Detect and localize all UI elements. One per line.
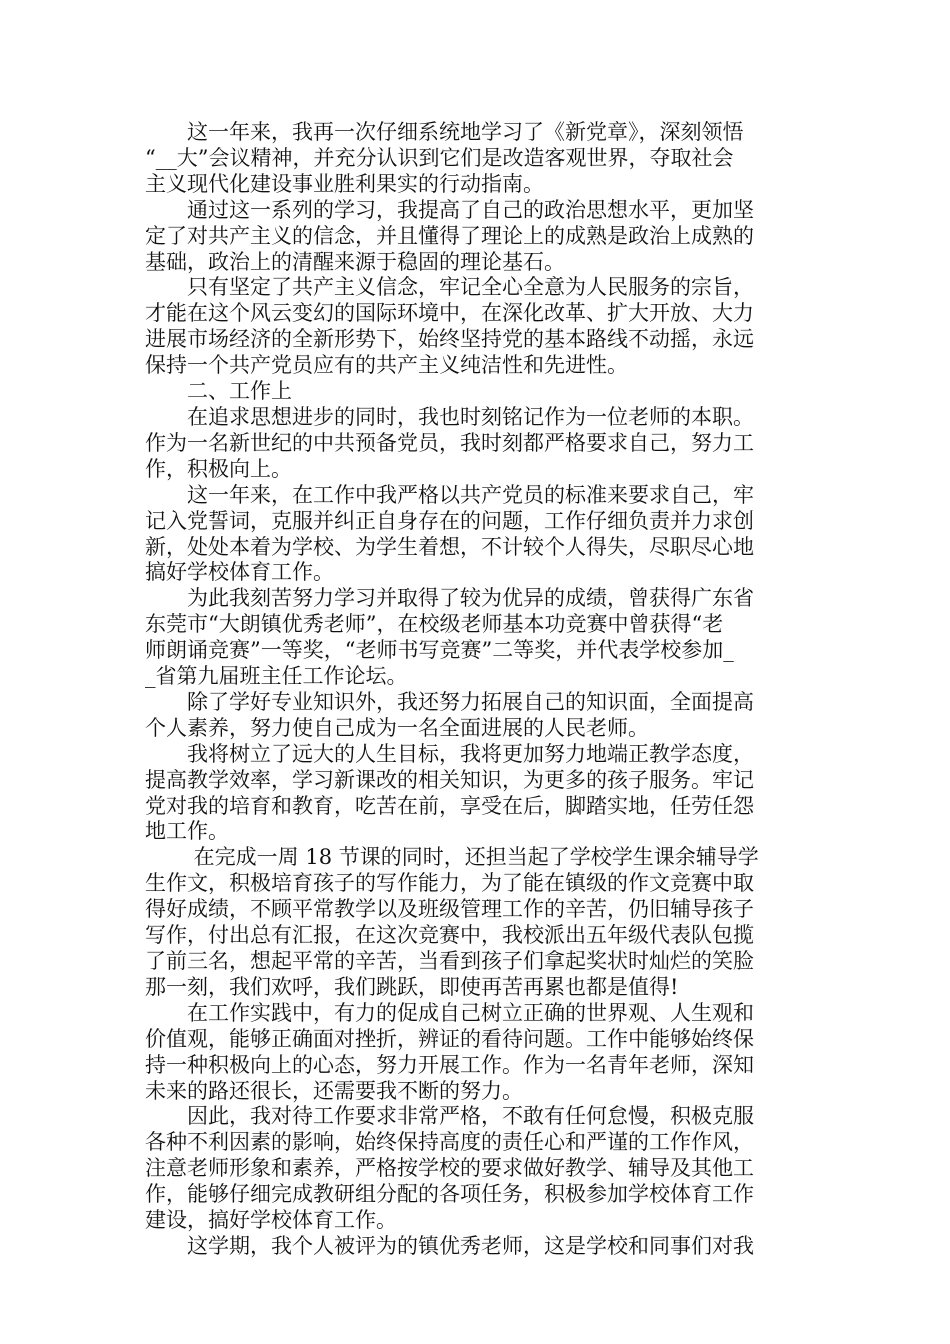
text-line: 提高教学效率，学习新课改的相关知识，为更多的孩子服务。牢记 [145,767,754,792]
paragraph [145,198,808,276]
text-line: 了前三名，想起平常的辛苦，当看到孩子们拿起奖状时灿烂的笑脸 [145,949,754,973]
text-line: 未来的路还很长，还需要我不断的努力。 [145,1078,523,1103]
paragraph [145,483,808,587]
document-body [145,120,808,1260]
paragraph [145,379,808,405]
text-line: 这学期，我个人被评为的镇优秀老师，这是学校和同事们对我 [145,1233,754,1258]
text-line: 新，处处本着为学校、为学生着想，不计较个人得失，尽职尽心地 [145,534,754,559]
text-line: 因此，我对待工作要求非常严格，不敢有任何怠慢，积极克服 [145,1104,754,1129]
text-line: 在工作实践中，有力的促成自己树立正确的世界观、人生观和 [145,1000,754,1025]
text-line: 定了对共产主义的信念，并且懂得了理论上的成熟是政治上成熟的 [145,223,754,248]
text-line: 作为一名新世纪的中共预备党员，我时刻都严格要求自己，努力工 [145,430,754,455]
paragraph [145,1001,808,1105]
text-line: 只有坚定了共产主义信念，牢记全心全意为人民服务的宗旨， [145,275,754,300]
paragraph [145,690,808,742]
paragraph [145,742,808,846]
text-line: 主义现代化建设事业胜利果实的行动指南。 [145,171,544,196]
text-line: 得好成绩，不顾平常教学以及班级管理工作的辛苦，仍旧辅导孩子 [145,897,754,922]
text-line: 记入党誓词，克服并纠正自身存在的问题，工作仔细负责并力求创 [145,508,754,533]
text-line: 持一种积极向上的心态，努力开展工作。作为一名青年老师，深知 [145,1052,754,1077]
paragraph [145,120,808,198]
paragraph [145,405,808,483]
paragraph [145,845,808,1000]
paragraph [145,275,808,379]
text-line: 作，能够仔细完成教研组分配的各项任务，积极参加学校体育工作 [145,1182,754,1207]
text-line: 地工作。 [145,819,229,844]
text-line: 师朗诵竞赛”一等奖，“老师书写竞赛”二等奖，并代表学校参加_ [145,638,734,663]
text-line: 那一刻，我们欢呼，我们跳跃，即使再苦再累也都是值得! [145,974,679,999]
text-line: _省第九届班主任工作论坛。 [145,664,408,689]
text-line: “__大”会议精神，并充分认识到它们是改造客观世界，夺取社会 [145,145,734,170]
paragraph [145,1234,808,1260]
text-line: 党对我的培育和教育，吃苦在前，享受在后，脚踏实地，任劳任怨 [145,793,754,818]
text-line: 我将树立了远大的人生目标，我将更加努力地端正教学态度， [145,741,754,766]
text-line: 价值观，能够正确面对挫折，辨证的看待问题。工作中能够始终保 [145,1026,754,1051]
text-line: 在完成一周 18 节课的同时，还担当起了学校学生课余辅导学 [145,845,759,870]
text-line: 这一年来，在工作中我严格以共产党员的标准来要求自己，牢 [145,482,754,507]
paragraph [145,586,808,690]
text-line: 在追求思想进步的同时，我也时刻铭记作为一位老师的本职。 [145,404,754,429]
text-line: 个人素养，努力使自己成为一名全面进展的人民老师。 [145,715,649,740]
text-line: 进展市场经济的全新形势下，始终坚持党的基本路线不动摇，永远 [145,327,754,352]
text-line: 建设，搞好学校体育工作。 [145,1208,397,1233]
text-line: 搞好学校体育工作。 [145,560,334,585]
text-line: 基础，政治上的清醒来源于稳固的理论基石。 [145,249,565,274]
text-line: 二、工作上 [145,379,292,404]
text-line: 才能在这个风云变幻的国际环境中，在深化改革、扩大开放、大力 [145,301,754,326]
text-line: 除了学好专业知识外，我还努力拓展自己的知识面，全面提高 [145,689,754,714]
text-line: 保持一个共产党员应有的共产主义纯洁性和先进性。 [145,353,628,378]
text-line: 注意老师形象和素养，严格按学校的要求做好教学、辅导及其他工 [145,1156,754,1181]
text-line: 为此我刻苦努力学习并取得了较为优异的成绩，曾获得广东省 [145,586,754,611]
text-line: 通过这一系列的学习，我提高了自己的政治思想水平，更加坚 [145,197,754,222]
text-line: 东莞市“大朗镇优秀老师”，在校级老师基本功竞赛中曾获得“老 [145,612,724,637]
text-line: 各种不利因素的影响，始终保持高度的责任心和严谨的工作作风， [145,1130,754,1155]
text-line: 作，积极向上。 [145,456,292,481]
text-line: 生作文，积极培育孩子的写作能力，为了能在镇级的作文竞赛中取 [145,871,754,896]
paragraph [145,1104,808,1234]
text-line: 写作，付出总有汇报，在这次竞赛中，我校派出五年级代表队包揽 [145,923,754,948]
text-line: 这一年来，我再一次仔细系统地学习了《新党章》，深刻领悟 [145,120,744,144]
